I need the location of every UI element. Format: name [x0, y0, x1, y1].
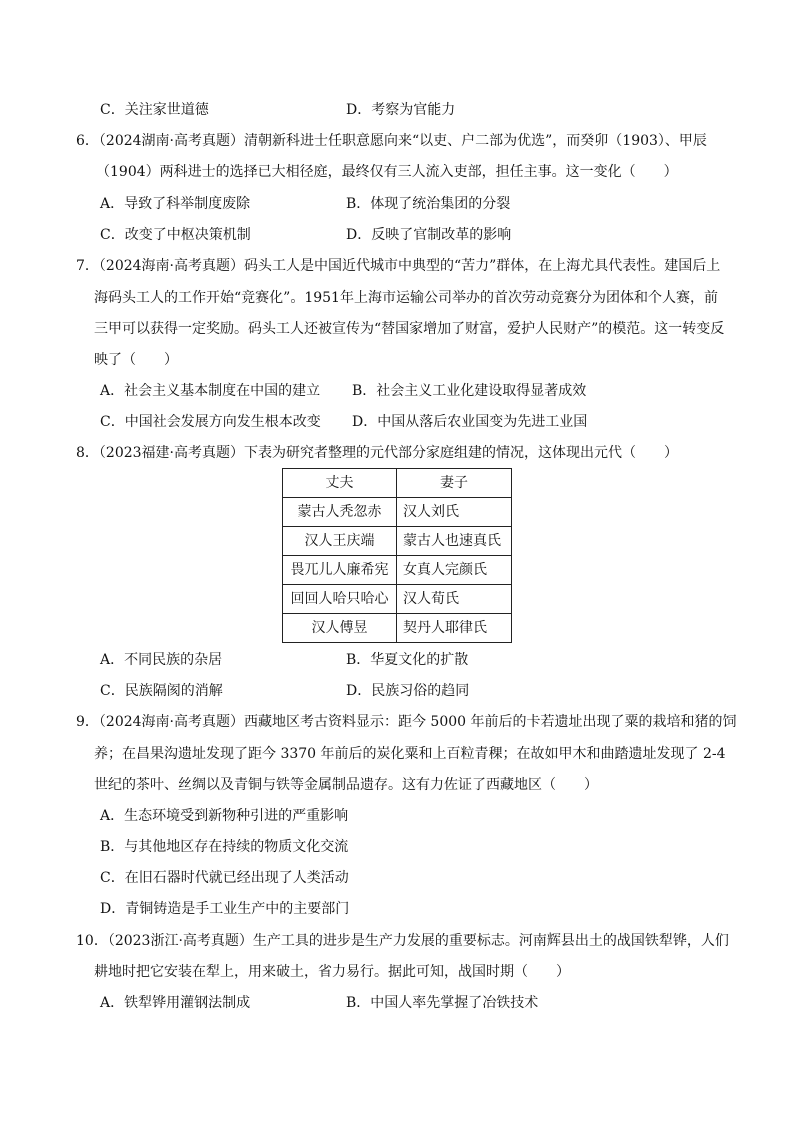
q8-option-c: C．民族隔阂的消解	[100, 683, 223, 699]
table-row	[283, 614, 512, 643]
q6-option-c: C．改变了中枢决策机制	[100, 227, 251, 243]
q8-option-d: D．民族习俗的趋同	[346, 683, 470, 699]
family-table	[282, 468, 512, 643]
table-cell: 汉人傅昱	[283, 614, 397, 643]
q10-option-b: B．中国人率先掌握了冶铁技术	[346, 995, 539, 1011]
q8-option-a: A．不同民族的杂居	[100, 652, 223, 668]
table-header-cell: 丈夫	[283, 469, 397, 498]
table-header-row	[283, 469, 512, 498]
q10-stem-line-1: 10．（2023浙江·高考真题）生产工具的进步是生产力发展的重要标志。河南辉县出土的战国铁犁铧，人们	[76, 933, 729, 949]
table-row	[283, 498, 512, 527]
q6-option-d: D．反映了官制改革的影响	[346, 227, 512, 243]
table-cell: 汉人荀氏	[397, 585, 512, 614]
q10-option-a: A．铁犁铧用灌钢法制成	[100, 995, 251, 1011]
table-row	[283, 556, 512, 585]
q9-option-d: D．青铜铸造是手工业生产中的主要部门	[100, 901, 350, 917]
q7-option-a: A．社会主义基本制度在中国的建立	[100, 383, 321, 399]
q7-stem-line-4: 映了（ ）	[94, 352, 178, 368]
table-cell: 回回人哈只哈心	[283, 585, 397, 614]
q6-stem-line-2: （1904）两科进士的选择已大相径庭，最终仅有三人流入吏部，担任主事。这一变化（ ）	[96, 164, 678, 180]
q6-option-b: B．体现了统治集团的分裂	[346, 196, 511, 212]
q5-option-d: D．考察为官能力	[346, 102, 456, 118]
table-cell: 契丹人耶律氏	[397, 614, 512, 643]
table-cell: 蒙古人也速真氏	[397, 527, 512, 556]
q9-stem-line-2: 养；在昌果沟遗址发现了距今 3370 年前后的炭化粟和上百粒青稞；在故如甲木和曲踏遗址发现了 2-4	[94, 746, 726, 762]
q8-stem-line-1: 8．（2023福建·高考真题）下表为研究者整理的元代部分家庭组建的情况，这体现出元代（ ）	[76, 445, 678, 461]
table-cell: 畏兀儿人廉希宪	[283, 556, 397, 585]
q9-stem-line-1: 9．（2024海南·高考真题）西藏地区考古资料显示：距今 5000 年前后的卡若遗址出现了粟的栽培和猪的饲	[76, 714, 737, 730]
q5-option-c: C．关注家世道德	[100, 102, 209, 118]
q7-stem-line-3: 三甲可以获得一定奖励。码头工人还被宣传为“替国家增加了财富，爱护人民财产”的模范。这一转变反	[94, 321, 725, 337]
table-cell: 汉人王庆端	[283, 527, 397, 556]
q7-stem-line-1: 7．（2024海南·高考真题）码头工人是中国近代城市中典型的“苦力”群体，在上海尤具代表性。建国后上	[76, 258, 721, 274]
q9-option-a: A．生态环境受到新物种引进的严重影响	[100, 808, 349, 824]
q9-option-b: B．与其他地区存在持续的物质文化交流	[100, 839, 349, 855]
q7-option-d: D．中国从落后农业国变为先进工业国	[352, 414, 588, 430]
q6-option-a: A．导致了科举制度废除	[100, 196, 251, 212]
q7-option-b: B．社会主义工业化建设取得显著成效	[352, 383, 587, 399]
table-cell: 女真人完颜氏	[397, 556, 512, 585]
table-row	[283, 585, 512, 614]
q9-option-c: C．在旧石器时代就已经出现了人类活动	[100, 870, 349, 886]
q7-stem-line-2: 海码头工人的工作开始“竞赛化”。1951年上海市运输公司举办的首次劳动竞赛分为团体和个人赛，前	[94, 290, 718, 306]
q9-stem-line-3: 世纪的茶叶、丝绸以及青铜与铁等金属制品遗存。这有力佐证了西藏地区（ ）	[94, 777, 598, 793]
q8-option-b: B．华夏文化的扩散	[346, 652, 469, 668]
table-cell: 蒙古人秃忽赤	[283, 498, 397, 527]
table-row	[283, 527, 512, 556]
q10-stem-line-2: 耕地时把它安装在犁上，用来破土，省力易行。据此可知，战国时期（ ）	[94, 964, 570, 980]
q7-option-c: C．中国社会发展方向发生根本改变	[100, 414, 321, 430]
q6-stem-line-1: 6．（2024湖南·高考真题）清朝新科进士任职意愿向来“以吏、户二部为优选”，而癸卯（1903）、甲辰	[76, 133, 707, 149]
table-header-cell: 妻子	[397, 469, 512, 498]
table-cell: 汉人刘氏	[397, 498, 512, 527]
